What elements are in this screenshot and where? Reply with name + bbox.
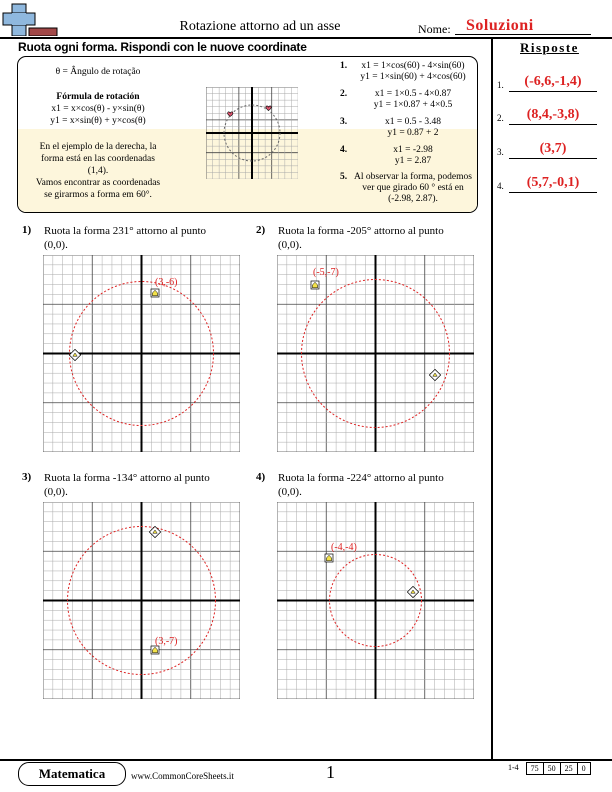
problem-3-number: 3) xyxy=(22,471,32,483)
example-box xyxy=(17,56,478,213)
answer-row-2: 2. (8,4,-3,8) xyxy=(497,103,597,125)
problem-4-number: 4) xyxy=(256,471,266,483)
coordinate-label: (3,-7) xyxy=(155,636,178,647)
example-grid xyxy=(206,87,298,179)
answer-value: (3,7) xyxy=(539,141,567,156)
page-number: 1 xyxy=(326,762,335,782)
footer-divider xyxy=(0,759,612,761)
answers-title: Risposte xyxy=(520,40,579,55)
instructions: Ruota ogni forma. Rispondi con le nuove coordinate xyxy=(18,40,307,54)
solutions-label: Soluzioni xyxy=(466,17,534,34)
footer-site: www.CommonCoreSheets.it xyxy=(131,771,234,781)
answer-row-4: 4. (5,7,-0,1) xyxy=(497,171,597,193)
problem-1-grid xyxy=(43,255,240,452)
step-1: 1. x1 = 1×cos(60) - 4×sin(60) y1 = 1×sin(60) + 4×cos(60) xyxy=(340,61,466,82)
shape-diamond xyxy=(69,349,80,360)
answer-row-1: 1. (-6,6,-1,4) xyxy=(497,70,597,92)
problem-3-text: Ruota la forma -134° attorno al punto (0,0). xyxy=(44,472,210,498)
answer-column-divider xyxy=(491,37,493,759)
shape-house xyxy=(311,281,319,289)
coordinate-label: (-5,-7) xyxy=(313,267,339,278)
page-title: Rotazione attorno ad un asse xyxy=(179,19,341,34)
name-label: Nome: xyxy=(418,22,451,36)
shape-house xyxy=(325,554,333,562)
problem-4-grid xyxy=(277,502,474,699)
footer-logo: Matematica xyxy=(18,762,126,786)
score-table: 1-4 75 50 25 0 xyxy=(505,762,591,775)
coordinate-label: (3,-6) xyxy=(155,277,178,288)
step-4: 4. x1 = -2.98 y1 = 2.87 xyxy=(340,145,433,166)
problem-1-number: 1) xyxy=(22,224,32,236)
shape-house xyxy=(151,289,159,297)
plus-logo-icon xyxy=(2,2,62,36)
answer-value: (5,7,-0,1) xyxy=(526,175,580,190)
answer-value: (-6,6,-1,4) xyxy=(524,74,582,89)
step-5: 5. Al observar la forma, podemos ver que girado 60 ° está en (-2.98, 2.87). xyxy=(340,172,472,204)
coordinate-label: (-4,-4) xyxy=(331,542,357,553)
answer-value: (8,4,-3,8) xyxy=(526,107,580,122)
problem-1-text: Ruota la forma 231° attorno al punto (0,0). xyxy=(44,225,207,251)
example-description: En el ejemplo de la derecha, la forma está en las coordenadas (1,4). Vamos encontrar as coordenadas se girarmos a forma em 60°. xyxy=(35,142,161,200)
step-2: 2. x1 = 1×0.5 - 4×0.87 y1 = 1×0.87 + 4×0.5 xyxy=(340,89,453,110)
formula-x: x1 = x×cos(θ) - y×sin(θ) xyxy=(51,104,145,114)
shape-diamond xyxy=(429,369,440,380)
shape-diamond xyxy=(407,586,418,597)
shape-house xyxy=(151,646,159,654)
answer-row-3: 3. (3,7) xyxy=(497,137,597,159)
problem-2-number: 2) xyxy=(256,224,266,236)
formula-y: y1 = x×sin(θ) + y×cos(θ) xyxy=(50,116,146,126)
step-3: 3. x1 = 0.5 - 3.48 y1 = 0.87 + 2 xyxy=(340,117,442,138)
name-line xyxy=(455,34,591,35)
problem-2-grid xyxy=(277,255,474,452)
problem-2-text: Ruota la forma -205° attorno al punto (0,0). xyxy=(278,225,444,251)
formula-title: Fórmula de rotación xyxy=(56,92,140,102)
shape-heart xyxy=(266,106,271,110)
header-divider xyxy=(0,37,612,39)
theta-definition: θ = Ângulo de rotação xyxy=(55,67,141,77)
problem-4-text: Ruota la forma -224° attorno al punto (0,0). xyxy=(278,472,444,498)
problem-3-grid xyxy=(43,502,240,699)
shape-diamond xyxy=(149,526,160,537)
